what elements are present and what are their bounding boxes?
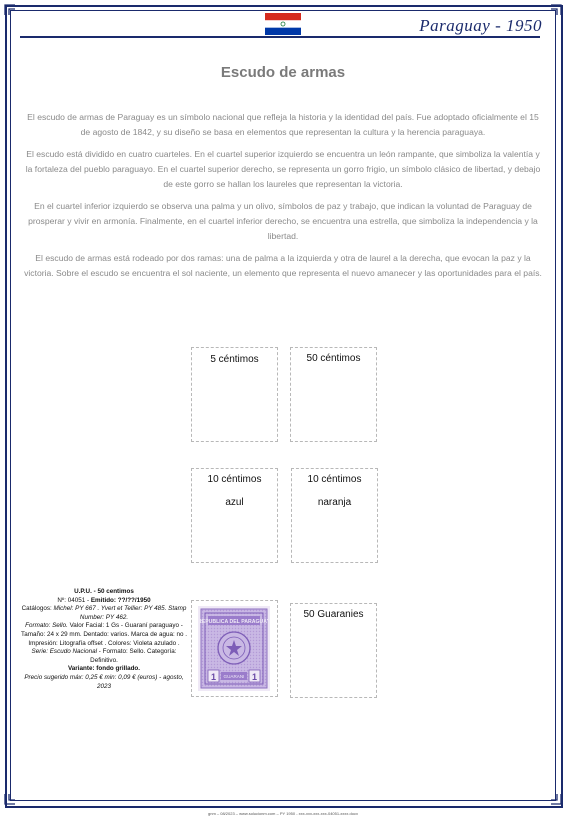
paraguay-flag-icon [265, 13, 301, 35]
stamp-value-right: 1 [251, 672, 258, 682]
placeholder-label: 50 Guaranies [303, 609, 364, 620]
paragraph: El escudo está dividido en cuatro cuarteles. En el cuartel superior izquierdo se encuentra un león rampante, que simboliza la valentía y la fortaleza del pueblo paraguayo. En el cuartel superior derecho, se representa un gorro frigio, un símbolo clásico de libertad, y debajo de este gorro se hallan los laureles que representan la victoria. [25, 149, 541, 189]
stamp-placeholder-50-centimos [290, 347, 377, 442]
stamp-placeholder-10-centimos-naranja [291, 468, 378, 563]
corner-ornament-icon [549, 792, 563, 806]
placeholder-label: 10 céntimos [307, 474, 362, 485]
placeholder-label: 5 céntimos [210, 354, 259, 365]
stamp-details [20, 588, 188, 691]
stamp-placeholder-10-centimos-azul [191, 468, 278, 563]
placeholder-color-label: azul [225, 497, 244, 508]
stamp-variant: Variante: fondo grillado. [67, 665, 141, 673]
stamp-placeholder-50-guaranies [290, 603, 377, 698]
paragraph: El escudo de armas de Paraguay es un símbolo nacional que refleja la historia y la identidad del país. Fue adoptado oficialmente el 15 de agosto de 1842, y su diseño se basa en elementos que representan la cultura y la herencia paraguaya. [27, 112, 539, 137]
stamp-title: U.P.U. - 50 centimos [74, 588, 134, 595]
stamp-number: Nº: 04051 - [57, 596, 91, 604]
format-label: Formato: Sello. [25, 622, 68, 630]
placeholder-label: 10 céntimos [207, 474, 262, 485]
header-divider [20, 36, 540, 38]
catalogs-value: Michel: PY 667 . Yvert et Tellier: PY 485. Stamp Number: PY 462. [53, 605, 187, 621]
stamp-serie [20, 648, 188, 665]
placeholder-label: 50 céntimos [306, 353, 361, 364]
stamp-top-text: REPUBLICA DEL PARAGUAY [198, 619, 270, 625]
placeholder-color-label: naranja [317, 497, 352, 508]
stamp-specs-text: Valor Facial: 1 Gs - Guaraní paraguayo - Tamaño: 24 x 29 mm. Dentado: varios. Marca de agua: no . Impresión: Litografía offset . Colores: Violeta azulado . [21, 622, 187, 647]
corner-ornament-icon [549, 3, 563, 17]
paragraph: En el cuartel inferior izquierdo se observa una palma y un olivo, símbolos de paz y trabajo, que indican la voluntad de Paraguay de prosperar y vivir en armonía. Finalmente, en el cuartel inferior derecho, se encuentra una estrella, que simboliza la independencia y la libertad. [28, 201, 538, 241]
stamp-issued: Emitido: ??/??/1950 [90, 596, 151, 604]
stamp-placeholder-5-centimos [191, 347, 278, 442]
stamp-bottom-text: GUARANI [223, 674, 245, 679]
serie-label: Serie: Escudo Nacional [31, 648, 97, 656]
page-title: Escudo de armas [220, 64, 346, 81]
stamp-catalogs [20, 605, 188, 622]
stamp-number-line [20, 597, 188, 606]
paragraph: El escudo de armas está rodeado por dos ramas: una de palma a la izquierda y otra de laurel a la derecha, que evocan la paz y la victoria. Sobre el escudo se encuentra el sol naciente, un elemento que representa el nuevo amanecer y las oportunidades para el país. [24, 253, 542, 278]
stamp-image [198, 606, 270, 696]
corner-ornament-icon [3, 3, 17, 17]
serie-rest: - Formato: Sello. Categoría: Definitivo. [90, 648, 177, 664]
stamp-slot-upu-50-centimos [191, 600, 278, 697]
stamp-specs [20, 622, 188, 648]
corner-ornament-icon [3, 792, 17, 806]
description-text [24, 110, 542, 288]
page-footer: gnm – 08/2023 – www.solucionm.com – PY 1950 - xxx-xxx-xxx-xxx-04051-xxxx.docx [208, 811, 358, 816]
stamp-price: Precio sugerido máx: 0,25 € min: 0,09 € (euros) - agosto, 2023 [24, 673, 184, 690]
header-title: Paraguay - 1950 [419, 16, 542, 35]
catalogs-label: Catálogos: [21, 605, 54, 613]
stamp-value-left: 1 [210, 672, 217, 682]
